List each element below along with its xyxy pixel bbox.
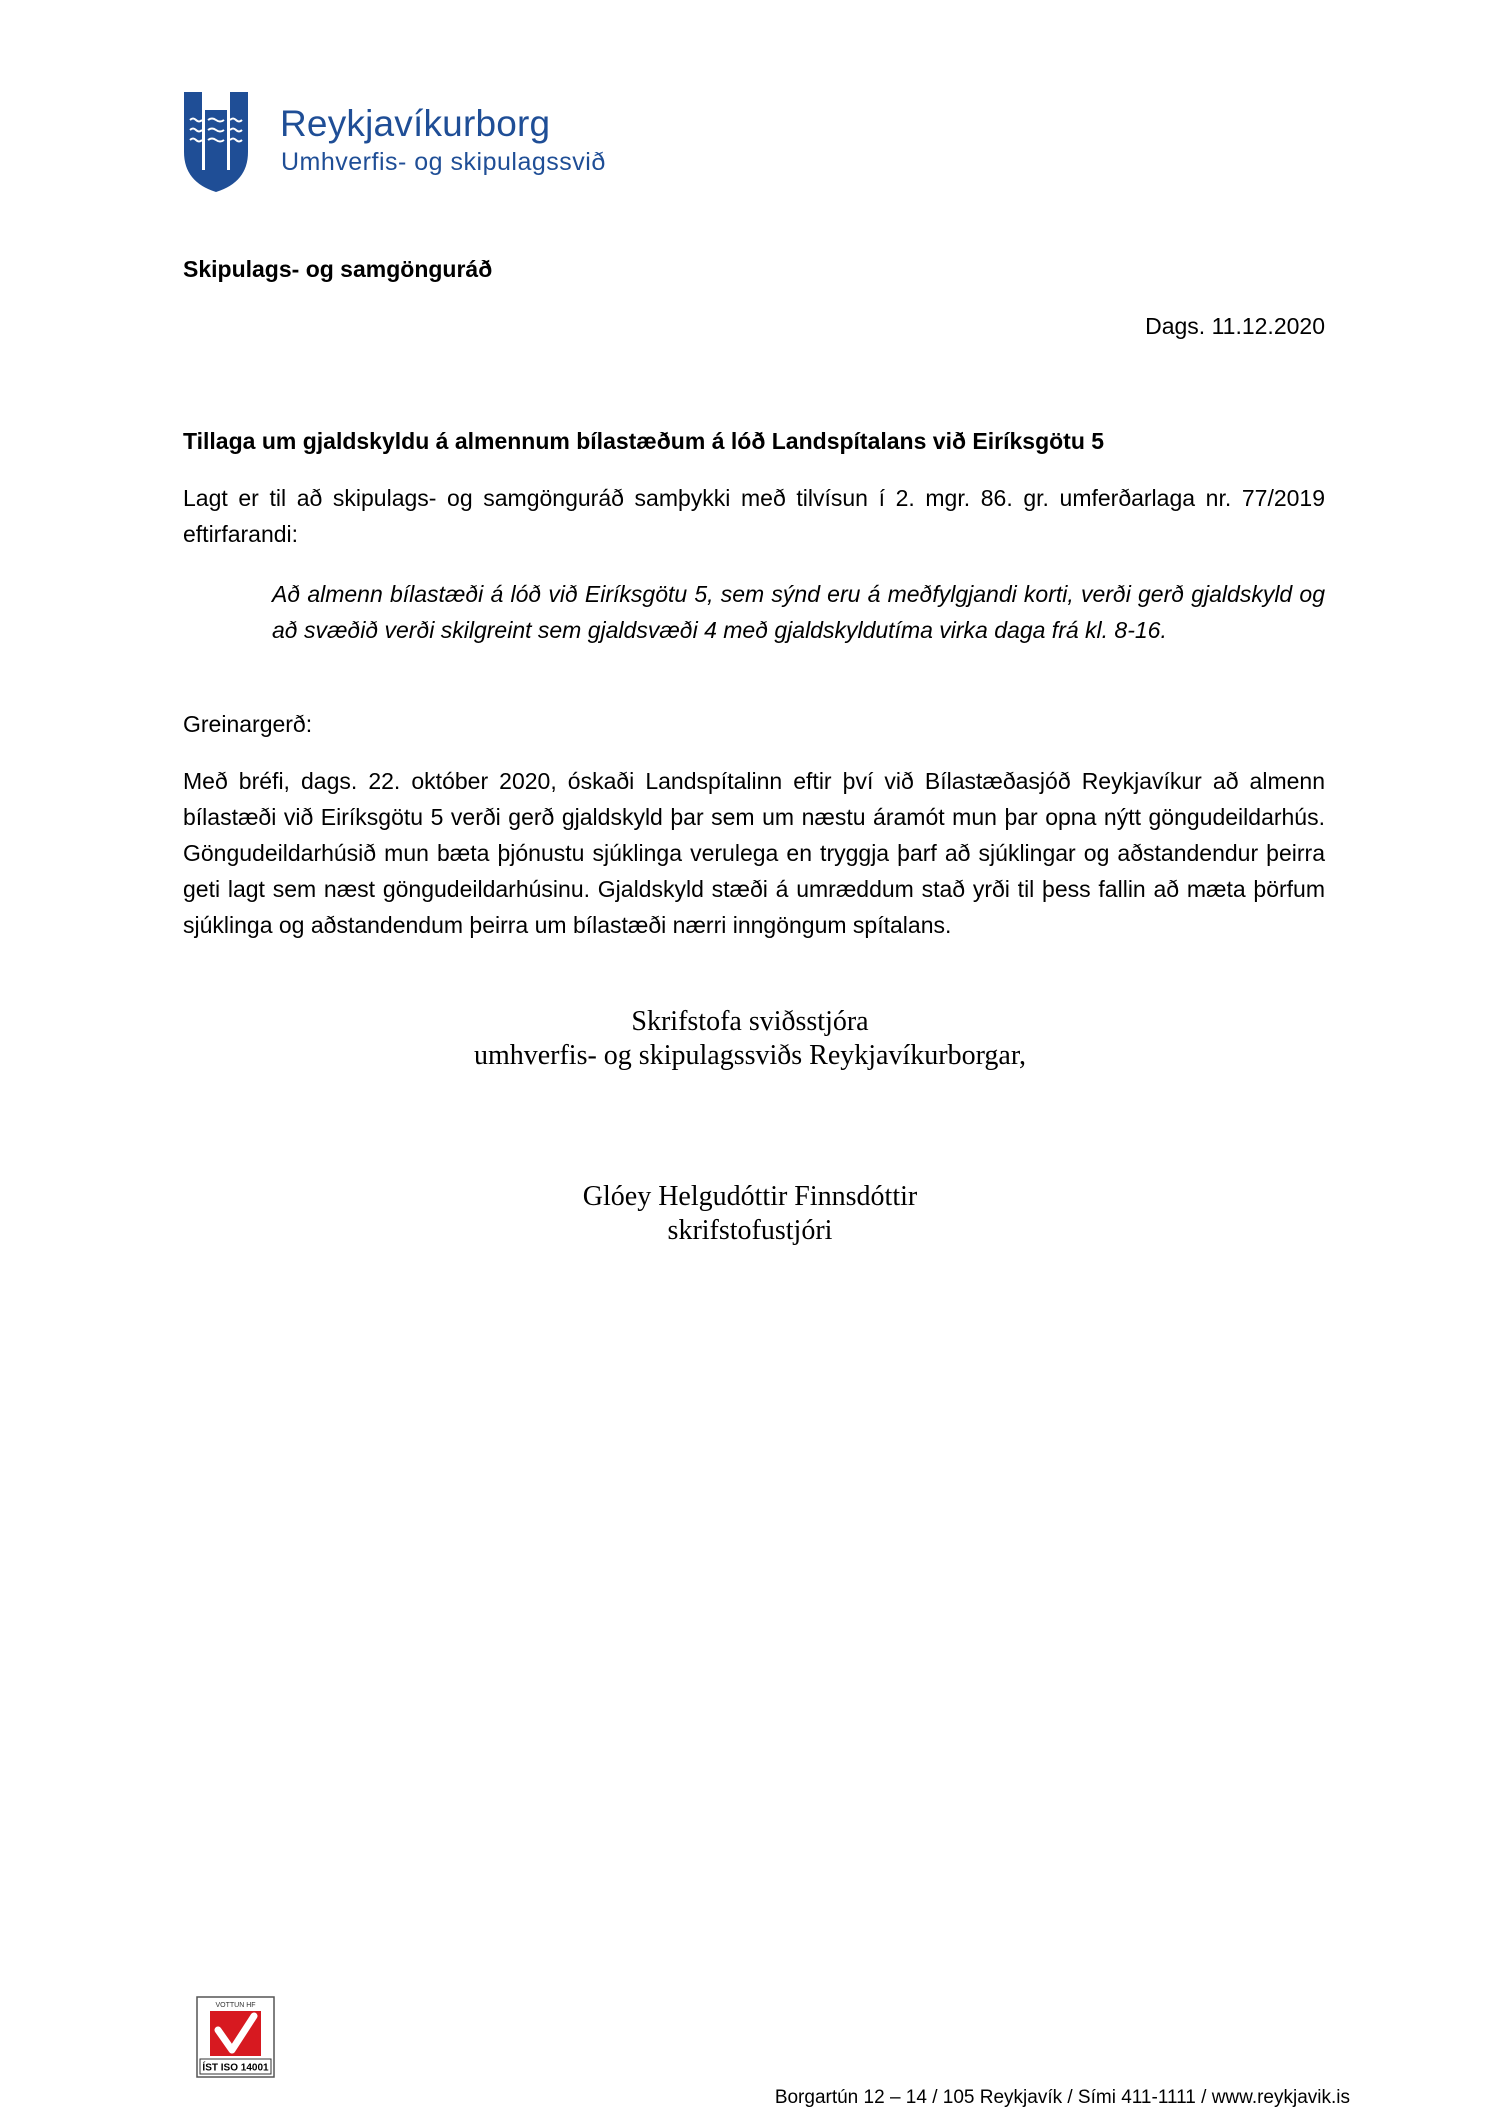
signature-office-line2: umhverfis- og skipulagssviðs Reykjavíkurborgar, — [473, 1040, 1027, 1071]
intro-paragraph: Lagt er til að skipulags- og samgönguráð samþykki með tilvísun í 2. mgr. 86. gr. umferðarlaga nr. 77/2019 eftirfarandi: — [183, 485, 1325, 547]
city-crest-logo — [182, 90, 250, 194]
rationale-paragraph: Með bréfi, dags. 22. október 2020, óskaði Landspítalinn eftir því við Bílastæðasjóð Reykjavíkur að almenn bílastæði við Eiríksgötu 5 verði gerð gjaldskyld þar sem um næstu áramót mun þar opna nýtt göngudeildarhús. Göngudeildarhúsið mun bæta þjónustu sjúklinga verulega en tryggja þarf að sjúklingar og aðstandendur þeirra geti lagt sem næst göngudeildarhúsinu. Gjaldskyld stæði á umræddum stað yrði til þess fallin að mæta þörfum sjúklinga og aðstandendum þeirra um bílastæði nærri inngöngum spítalans. — [183, 768, 1325, 938]
cert-bottom-label: ÍST ISO 14001 — [202, 2062, 269, 2074]
recipient: Skipulags- og samgönguráð — [183, 256, 493, 282]
document-date: Dags. 11.12.2020 — [1145, 313, 1325, 339]
cert-top-label: VOTTUN HF — [215, 2002, 256, 2009]
signature-office-line1: Skrifstofa sviðsstjóra — [631, 1006, 869, 1037]
rationale-heading: Greinargerð: — [183, 711, 313, 737]
document-title: Tillaga um gjaldskyldu á almennum bílastæðum á lóð Landspítalans við Eiríksgötu 5 — [183, 428, 1105, 454]
footer-contact: Borgartún 12 – 14 / 105 Reykjavík / Sími 411-1111 / www.reykjavik.is — [774, 2087, 1350, 2108]
proposal-quote: Að almenn bílastæði á lóð við Eiríksgötu 5, sem sýnd eru á meðfylgjandi korti, verði gerð gjaldskyld og að svæðið verði skilgreint sem gjaldsvæði 4 með gjaldskyldutíma virka daga frá kl. 8-16. — [272, 581, 1325, 643]
organization-name: Reykjavíkurborg — [280, 103, 551, 144]
department-name: Umhverfis- og skipulagssvið — [281, 148, 606, 176]
iso-certification-badge — [196, 1996, 275, 2078]
signatory-name: Glóey Helgudóttir Finnsdóttir — [582, 1181, 918, 1212]
signatory-role: skrifstofustjóri — [667, 1215, 833, 1246]
